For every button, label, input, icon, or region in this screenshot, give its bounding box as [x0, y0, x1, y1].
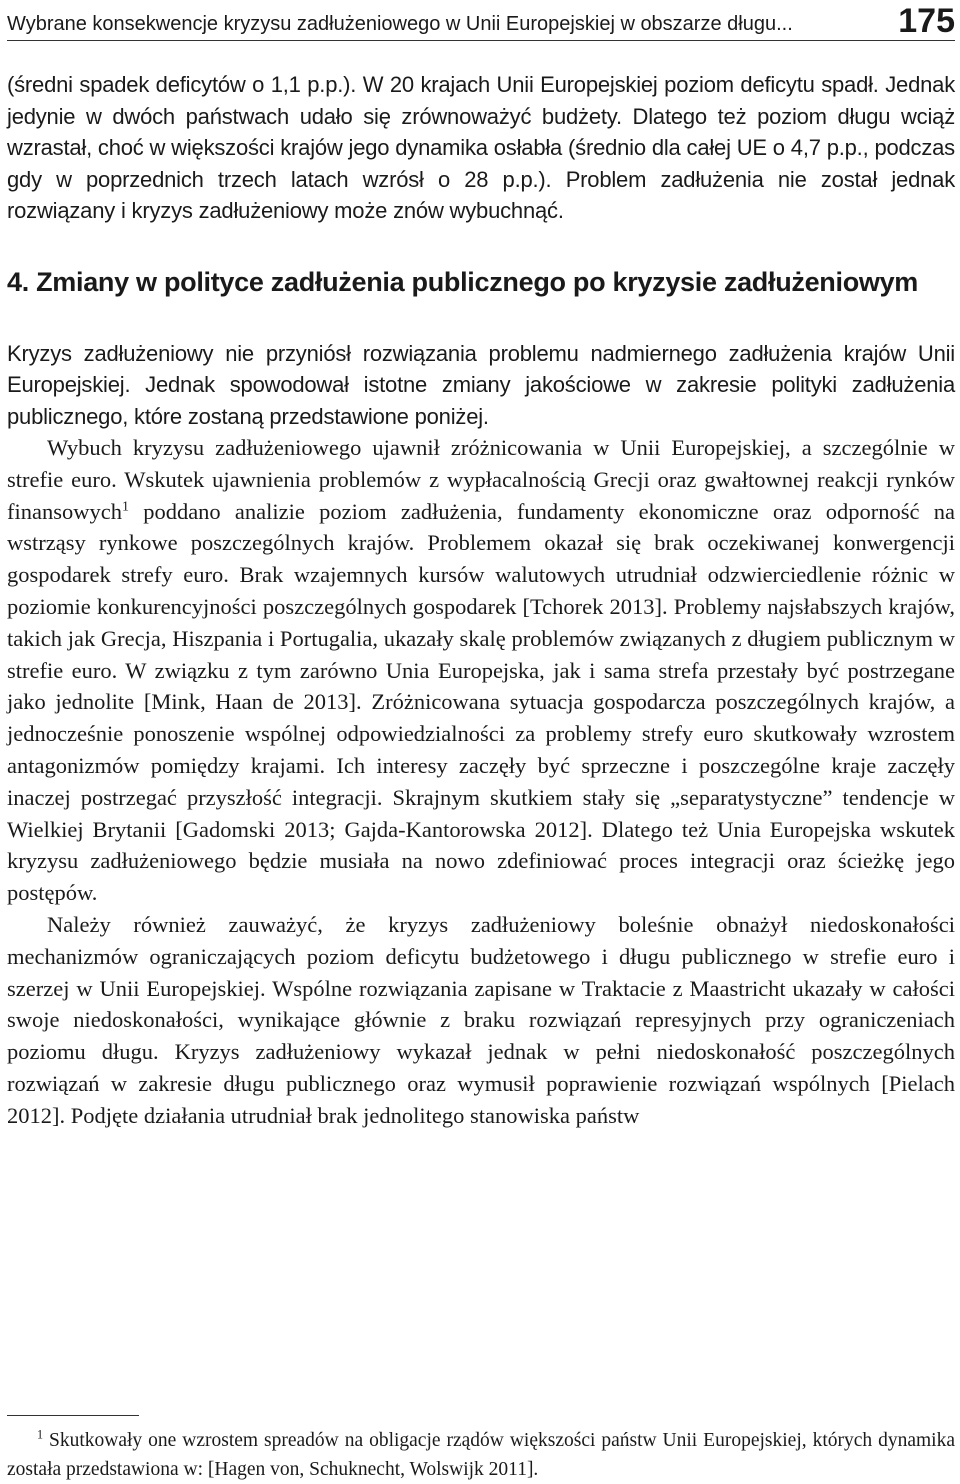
- body-paragraph-2: [7, 432, 955, 909]
- footnote-reference[interactable]: 1: [121, 499, 129, 515]
- intro-paragraph: (średni spadek deficytów o 1,1 p.p.). W 20 krajach Unii Europejskiej poziom deficytu spadł. Jednak jedynie w dwóch państwach udało się zrównoważyć budżety. Dlatego też poziom długu wciąż wzrastał, choć w większości krajów jego dynamika osłabła (średnio dla całej UE o 4,7 p.p., podczas gdy w poprzednich trzech latach wzrósł o 28 p.p.). Problem zadłużenia nie został jednak rozwiązany i kryzys zadłużeniowy może znów wybuchnąć.: [7, 72, 955, 223]
- footnote: [7, 1426, 955, 1484]
- body-paragraph-3: Należy również zauważyć, że kryzys zadłużeniowy boleśnie obnażył niedoskonałości mechanizmów ograniczających poziom deficytu budżetowego i długu publicznego w strefie euro i szerzej w Unii Europejskiej. Wspólne rozwiązania zapisane w Traktacie z Maastricht ukazały w całości swoje niedoskonałości, wynikające głównie z braku rozwiązań represyjnych przy ograniczeniach poziomu długu. Kryzys zadłużeniowy wykazał jednak w pełni niedoskonałość poszczególnych rozwiązań w zakresie długu publicznego oraz wymusił poprawienie rozwiązań wspólnych [Pielach 2012]. Podjęte działania utrudniał brak jednolitego stanowiska państw: [7, 911, 955, 1128]
- section-heading: 4. Zmiany w polityce zadłużenia publicznego po kryzysie zadłużeniowym: [7, 266, 919, 297]
- paragraph-2-text-end: poddano analizie poziom zadłużenia, fundamenty ekonomiczne oraz odporność na wstrząsy rynkowe poszczególnych krajów. Problemem okazał się brak oczekiwanej konwergencji gospodarek strefy euro. Brak wzajemnych kursów walutowych utrudniał odzwierciedlenie różnic w poziomie konkurencyjności poszczególnych gospodarek [Tchorek 2013]. Problemy najsłabszych krajów, takich jak Grecja, Hiszpania i Portugalia, ukazały skalę problemów związanych z długiem publicznym w strefie euro. W związku z tym zarówno Unia Europejska, jak i sama strefa przestały być postrzegane jako jednolite [Mink, Haan de 2013]. Zróżnicowana sytuacja gospodarcza poszczególnych krajów, a jednocześnie ponoszenie wspólnej odpowiedzialności za problemy strefy euro skutkowały wzrostem antagonizmów pomiędzy krajami. Ich interesy zaczęły być sprzeczne i poszczególne kraje zaczęły inaczej postrzegać przyszłość integracji. Skrajnym skutkiem stały się „separatystyczne” tendencje w Wielkiej Brytanii [Gadomski 2013; Gajda-Kantorowska 2012]. Dlatego też Unia Europejska wskutek kryzysu zadłużeniowego będzie musiała na nowo zdefiniować proces integracji oraz ścieżkę jego postępów.: [7, 498, 955, 906]
- page-number: 175: [898, 2, 955, 40]
- footnote-marker: 1: [37, 1427, 44, 1442]
- document-page: [7, 0, 955, 1132]
- body-paragraph-1: Kryzys zadłużeniowy nie przyniósł rozwiązania problemu nadmiernego zadłużenia krajów Unii Europejskiej. Jednak spowodował istotne zmiany jakościowe w zakresie polityki zadłużenia publicznego, które zostaną przedstawione poniżej.: [7, 340, 955, 429]
- footnote-divider: [7, 1415, 139, 1416]
- paragraph-2-text-start: Wybuch kryzysu zadłużeniowego ujawnił zróżnicowania w Unii Europejskiej, a szczególnie w strefie euro. Wskutek ujawnienia problemów z wypłacalnością Grecji oraz gwałtownej reakcji rynków finansowych: [7, 435, 955, 524]
- running-header: [7, 0, 955, 41]
- footnote-text: Skutkowały one wzrostem spreadów na obligacje rządów większości państw Unii Europejskiej, których dynamika została przedstawiona w: [Hagen von, Schuknecht, Wolswijk 2011].: [7, 1430, 955, 1480]
- running-title: Wybrane konsekwencje kryzysu zadłużeniowego w Unii Europejskiej w obszarze długu...: [7, 13, 793, 35]
